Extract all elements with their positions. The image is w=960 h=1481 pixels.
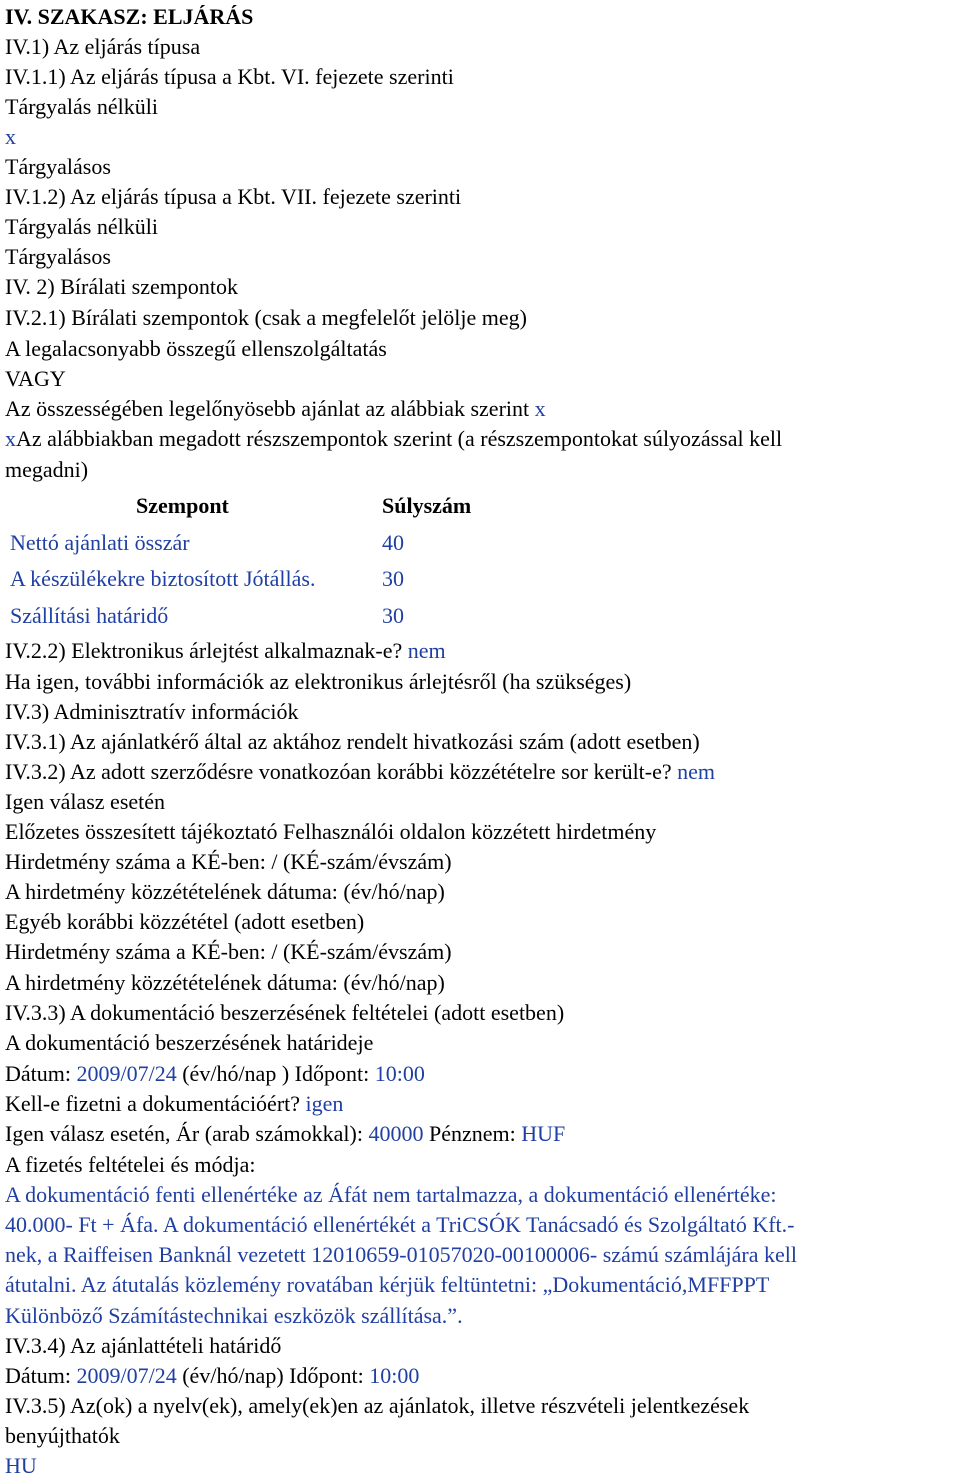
subcriteria-text: Az alábbiakban megadott részszempontok szerint (a részszempontokat súlyozással kell <box>16 426 783 451</box>
previous-publication-question: IV.3.2) Az adott szerződésre vonatkozóan korábbi közzétételre sor került-e? <box>5 759 678 784</box>
previous-publication-line <box>5 757 715 787</box>
option-negotiated: Tárgyalásos <box>5 154 111 179</box>
evaluation-criteria-subheading: IV.2.1) Bírálati szempontok (csak a megfelelőt jelölje meg) <box>5 305 527 330</box>
payment-terms-text: nek, a Raiffeisen Banknál vezetett 12010659-01057020-00100006- számú számlájára kell <box>5 1242 797 1267</box>
electronic-auction-question: IV.2.2) Elektronikus árlejtést alkalmaznak-e? <box>5 638 408 663</box>
electronic-auction-info: Ha igen, további információk az elektronikus árlejtésről (ha szükséges) <box>5 669 632 694</box>
currency-label: Pénznem: <box>423 1121 522 1146</box>
date-label: Dátum: <box>5 1061 77 1086</box>
languages-heading-continued: benyújthatók <box>5 1423 120 1448</box>
selection-mark: x <box>534 396 546 421</box>
prior-information-notice: Előzetes összesített tájékoztató Felhasználói oldalon közzétett hirdetmény <box>5 819 657 844</box>
previous-publication-answer: nem <box>677 759 716 784</box>
table-header-weight: Súlyszám <box>382 493 472 518</box>
documentation-deadline-time: 10:00 <box>374 1061 425 1086</box>
table-row-weight: 30 <box>382 603 404 628</box>
payment-terms-text: A dokumentáció fenti ellenértéke az Áfát nem tartalmazza, a dokumentáció ellenértéke: <box>5 1182 777 1207</box>
payment-required-question: Kell-e fizetni a dokumentációért? <box>5 1091 306 1116</box>
subcriteria-text-continued: megadni) <box>5 457 89 482</box>
notice-number-line: Hirdetmény száma a KÉ-ben: / (KÉ-szám/évszám) <box>5 849 452 874</box>
languages-heading: IV.3.5) Az(ok) a nyelv(ek), amely(ek)en az ajánlatok, illetve részvételi jelentkezések <box>5 1393 750 1418</box>
documentation-deadline-line <box>5 1059 425 1089</box>
if-yes-label: Igen válasz esetén <box>5 789 166 814</box>
most-advantageous-option <box>5 394 546 424</box>
documentation-conditions-heading: IV.3.3) A dokumentáció beszerzésének feltételei (adott esetben) <box>5 1000 565 1025</box>
payment-terms-label: A fizetés feltételei és módja: <box>5 1152 256 1177</box>
procedure-type-chapter-vii: IV.1.2) Az eljárás típusa a Kbt. VII. fejezete szerinti <box>5 184 462 209</box>
date-label: Dátum: <box>5 1363 77 1388</box>
option-without-negotiation: Tárgyalás nélküli <box>5 94 158 119</box>
table-row-criterion: A készülékekre biztosított Jótállás. <box>10 566 316 591</box>
table-header-criterion: Szempont <box>136 493 229 518</box>
option-without-negotiation-2: Tárgyalás nélküli <box>5 214 158 239</box>
documentation-deadline-label: A dokumentáció beszerzésének határideje <box>5 1030 374 1055</box>
table-row-criterion: Nettó ajánlati összár <box>10 530 190 555</box>
payment-terms-text: átutalni. Az átutalás közlemény rovatában kérjük feltüntetni: „Dokumentáció,MFFPPT <box>5 1272 770 1297</box>
section-title: IV. SZAKASZ: ELJÁRÁS <box>5 4 254 29</box>
time-label: (év/hó/nap ) Időpont: <box>176 1061 375 1086</box>
evaluation-criteria-heading: IV. 2) Bírálati szempontok <box>5 274 238 299</box>
other-publication-line: Egyéb korábbi közzététel (adott esetben) <box>5 909 365 934</box>
electronic-auction-line <box>5 636 446 666</box>
option-negotiated-2: Tárgyalásos <box>5 244 111 269</box>
documentation-deadline-date: 2009/07/24 <box>76 1061 177 1086</box>
notice-number-line-2: Hirdetmény száma a KÉ-ben: / (KÉ-szám/évszám) <box>5 939 452 964</box>
lowest-price-option: A legalacsonyabb összegű ellenszolgáltatás <box>5 336 387 361</box>
table-row-criterion: Szállítási határidő <box>10 603 169 628</box>
price-line <box>5 1119 565 1149</box>
payment-required-line <box>5 1089 343 1119</box>
language-value: HU <box>5 1453 37 1478</box>
currency-value: HUF <box>521 1121 566 1146</box>
payment-required-answer: igen <box>305 1091 344 1116</box>
selection-mark: x <box>5 124 16 149</box>
payment-terms-text: 40.000- Ft + Áfa. A dokumentáció ellenértékét a TriCSÓK Tanácsadó és Szolgáltató Kft.- <box>5 1212 795 1237</box>
administrative-info-heading: IV.3) Adminisztratív információk <box>5 699 299 724</box>
procedure-type-heading: IV.1) Az eljárás típusa <box>5 34 201 59</box>
notice-date-line: A hirdetmény közzétételének dátuma: (év/hó/nap) <box>5 879 445 904</box>
tender-deadline-line <box>5 1361 419 1391</box>
selection-mark: x <box>5 426 16 451</box>
most-advantageous-text: Az összességében legelőnyösebb ajánlat az alábbiak szerint <box>5 396 535 421</box>
price-label: Igen válasz esetén, Ár (arab számokkal): <box>5 1121 369 1146</box>
or-label: VAGY <box>5 366 66 391</box>
tender-deadline-date: 2009/07/24 <box>76 1363 177 1388</box>
table-row-weight: 30 <box>382 566 404 591</box>
electronic-auction-answer: nem <box>407 638 446 663</box>
tender-deadline-time: 10:00 <box>369 1363 420 1388</box>
subcriteria-option <box>5 424 782 454</box>
reference-number-line: IV.3.1) Az ajánlatkérő által az aktához rendelt hivatkozási szám (adott esetben) <box>5 729 700 754</box>
price-value: 40000 <box>368 1121 424 1146</box>
notice-date-line-2: A hirdetmény közzétételének dátuma: (év/hó/nap) <box>5 970 445 995</box>
table-row-weight: 40 <box>382 530 404 555</box>
payment-terms-text: Különböző Számítástechnikai eszközök szállítása.”. <box>5 1303 463 1328</box>
time-label: (év/hó/nap) Időpont: <box>176 1363 370 1388</box>
tender-deadline-heading: IV.3.4) Az ajánlattételi határidő <box>5 1333 282 1358</box>
procedure-type-chapter-vi: IV.1.1) Az eljárás típusa a Kbt. VI. fejezete szerinti <box>5 64 454 89</box>
